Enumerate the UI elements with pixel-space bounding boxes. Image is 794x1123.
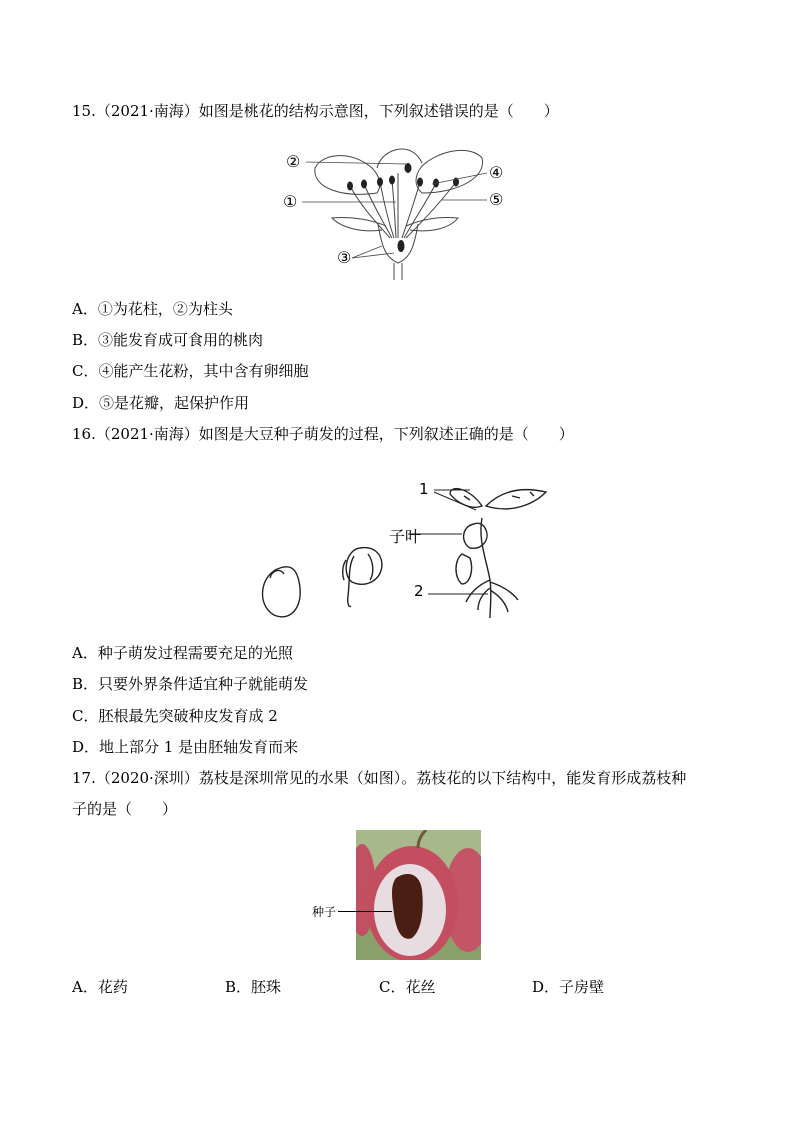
q17-option-d: D．子房壁: [532, 978, 605, 996]
q17-stem-line-2: 子的是（ ）: [72, 800, 178, 818]
lychee-photo: [356, 830, 481, 960]
cotyledon: [464, 523, 487, 548]
q16-option-b: B．只要外界条件适宜种子就能萌发: [72, 675, 309, 693]
flower-label-4: ④: [489, 163, 504, 182]
seed-stage-1: [263, 567, 301, 617]
soybean-label-cotyledon: 子叶: [389, 527, 422, 546]
soybean-label-1: 1: [419, 480, 429, 498]
flower-label-1: ①: [283, 192, 298, 211]
q17-option-c: C．花丝: [379, 978, 436, 996]
q15-option-d: D．⑤是花瓣，起保护作用: [72, 394, 250, 412]
q15-option-c: C．④能产生花粉，其中含有卵细胞: [72, 362, 309, 380]
soybean-germination-diagram: [250, 470, 560, 625]
q17-stem-line-1: 17.（2020·深圳）荔枝是深圳常见的水果（如图）。荔枝花的以下结构中，能发育形成荔枝种: [72, 769, 687, 787]
q17-option-b: B．胚珠: [225, 978, 282, 996]
lychee-label-seed: 种子: [312, 905, 337, 919]
q15-option-b: B．③能发育成可食用的桃肉: [72, 331, 264, 349]
cotyledon-lower: [456, 554, 472, 584]
q15-stem: 15.（2021·南海）如图是桃花的结构示意图，下列叙述错误的是（ ）: [72, 102, 559, 120]
left-petal: [315, 156, 380, 195]
q16-stem: 16.（2021·南海）如图是大豆种子萌发的过程，下列叙述正确的是（ ）: [72, 425, 574, 443]
flower-label-2: ②: [286, 152, 301, 171]
right-sepal: [406, 217, 458, 230]
right-petal: [416, 150, 483, 193]
soybean-label-2: 2: [414, 582, 424, 600]
q17-options: [72, 976, 712, 996]
q15-option-a: A．①为花柱，②为柱头: [72, 300, 233, 318]
q17-option-a: A．花药: [72, 978, 128, 996]
flower-label-3: ③: [337, 248, 352, 267]
lychee-label-line: [338, 911, 392, 912]
q16-option-c: C．胚根最先突破种皮发育成 2: [72, 707, 278, 725]
seedling-leaf-right: [486, 490, 546, 509]
q16-option-a: A．种子萌发过程需要充足的光照: [72, 644, 293, 662]
seedling-stem: [481, 518, 491, 618]
q16-option-d: D．地上部分 1 是由胚轴发育而来: [72, 738, 299, 756]
flower-label-5: ⑤: [489, 190, 504, 209]
top-petal: [377, 149, 422, 168]
peach-flower-diagram: [282, 138, 522, 286]
seed-stage-2: [346, 548, 382, 585]
